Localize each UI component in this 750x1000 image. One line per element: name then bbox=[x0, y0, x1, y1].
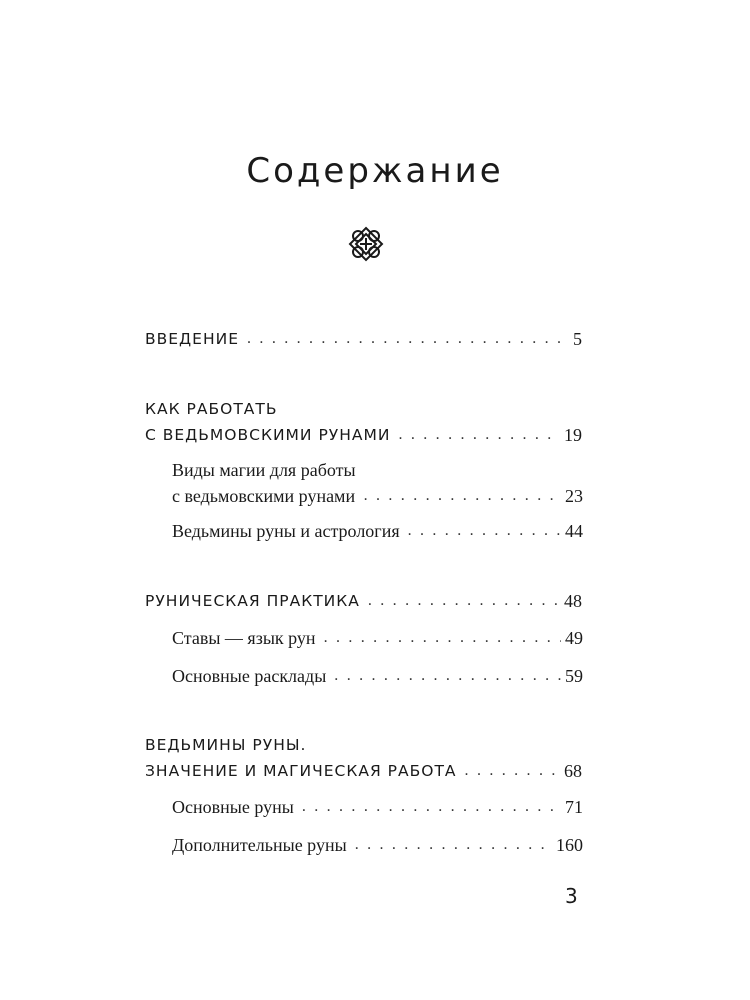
page-title: Содержание bbox=[246, 150, 504, 191]
dot-leader bbox=[334, 663, 561, 689]
toc-entry-title: Виды магии для работы с ведьмовскими рунами bbox=[172, 460, 356, 506]
dot-leader bbox=[247, 326, 569, 352]
toc-entry-title: КАК РАБОТАТЬ С ВЕДЬМОВСКИМИ РУНАМИ bbox=[145, 400, 391, 444]
toc-entry-page: 49 bbox=[565, 628, 583, 648]
toc-entry-title: Ведьмины руны и астрология bbox=[172, 521, 400, 541]
toc-entry-page: 19 bbox=[564, 425, 582, 445]
toc-entry-page: 5 bbox=[573, 329, 582, 349]
toc-entry[interactable] bbox=[172, 794, 583, 820]
toc-entry-page: 23 bbox=[565, 486, 583, 506]
toc-entry[interactable] bbox=[172, 625, 583, 651]
dot-leader bbox=[302, 794, 561, 820]
toc-entry-title: Дополнительные руны bbox=[172, 835, 347, 855]
dot-leader bbox=[465, 758, 560, 784]
toc-entry[interactable] bbox=[172, 518, 583, 544]
dot-leader bbox=[324, 625, 561, 651]
toc-entry[interactable] bbox=[172, 663, 583, 689]
toc-entry-title: Ставы — язык рун bbox=[172, 628, 316, 648]
toc-entry-title: Основные руны bbox=[172, 797, 294, 817]
toc-entry-page: 59 bbox=[565, 666, 583, 686]
toc-entry[interactable] bbox=[145, 588, 582, 614]
toc-entry[interactable] bbox=[172, 457, 583, 509]
toc-entry-title: ВВЕДЕНИЕ bbox=[145, 330, 240, 348]
toc-entry-page: 68 bbox=[564, 761, 582, 781]
dot-leader bbox=[408, 518, 561, 544]
toc-entry-page: 71 bbox=[565, 797, 583, 817]
toc-entry[interactable] bbox=[145, 396, 582, 448]
toc-entry-page: 44 bbox=[565, 521, 583, 541]
toc-entry-page: 160 bbox=[556, 835, 583, 855]
dot-leader bbox=[368, 588, 560, 614]
toc-entry[interactable] bbox=[172, 832, 583, 858]
dot-leader bbox=[364, 483, 561, 509]
toc-entry[interactable] bbox=[145, 732, 582, 784]
page-number: 3 bbox=[565, 884, 578, 908]
toc-entry-title: РУНИЧЕСКАЯ ПРАКТИКА bbox=[145, 592, 360, 610]
dot-leader bbox=[398, 422, 560, 448]
toc-entry-title: Основные расклады bbox=[172, 666, 327, 686]
dot-leader bbox=[355, 832, 552, 858]
toc-entry[interactable] bbox=[145, 326, 582, 352]
toc-entry-title: ВЕДЬМИНЫ РУНЫ. ЗНАЧЕНИЕ И МАГИЧЕСКАЯ РАБОТА bbox=[145, 736, 457, 780]
toc-entry-page: 48 bbox=[564, 591, 582, 611]
